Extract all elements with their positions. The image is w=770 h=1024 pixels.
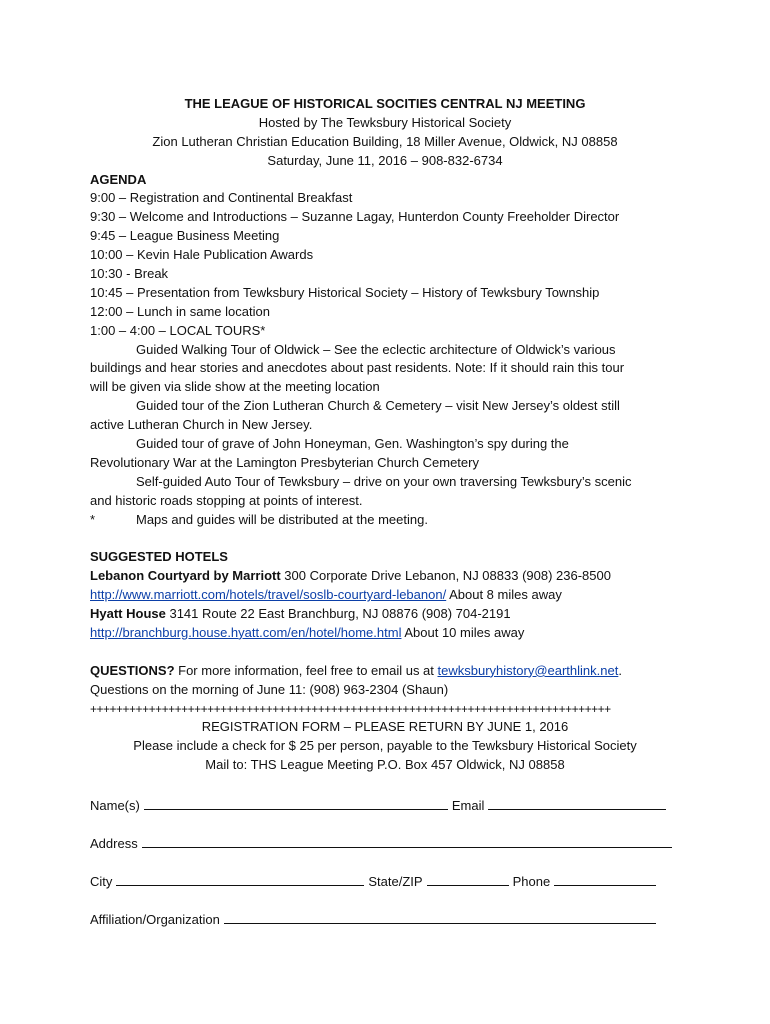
affiliation-row: [90, 889, 680, 927]
names-email-row: [90, 775, 680, 813]
registration-mail: Mail to: THS League Meeting P.O. Box 457 Oldwick, NJ 08858: [205, 757, 565, 773]
city-row: [90, 851, 680, 889]
questions-phone: Questions on the morning of June 11: (908) 963-2304 (Shaun): [90, 681, 449, 697]
affiliation-field[interactable]: [224, 908, 656, 924]
hotel-2: [90, 605, 680, 624]
email-label: Email: [451, 798, 485, 814]
agenda-item: 10:30 - Break: [90, 266, 169, 282]
address-row: [90, 813, 680, 851]
hotel-1-address: 300 Corporate Drive Lebanon, NJ 08833 (908) 236-8500: [280, 568, 611, 584]
hotels-heading: SUGGESTED HOTELS: [90, 549, 228, 565]
hotel-1: [90, 567, 680, 586]
hotel-1-distance: About 8 miles away: [446, 587, 562, 603]
phone-field[interactable]: [554, 870, 656, 886]
agenda-item: 9:45 – League Business Meeting: [90, 228, 280, 244]
agenda-item: 10:00 – Kevin Hale Publication Awards: [90, 247, 314, 263]
agenda-item: 9:30 – Welcome and Introductions – Suzanne Lagay, Hunterdon County Freeholder Director: [90, 209, 620, 225]
names-field[interactable]: [144, 794, 448, 810]
event-date: Saturday, June 11, 2016 – 908-832-6734: [267, 152, 503, 168]
tour-grave: Guided tour of grave of John Honeyman, Gen. Washington’s spy during the: [136, 436, 569, 452]
agenda-item: 10:45 – Presentation from Tewksbury Historical Society – History of Tewksbury Township: [90, 284, 600, 300]
email-link[interactable]: tewksburyhistory@earthlink.net: [437, 662, 619, 678]
venue: Zion Lutheran Christian Education Building, 18 Miller Avenue, Oldwick, NJ 08858: [152, 133, 618, 149]
hotel-1-link[interactable]: http://www.marriott.com/hotels/travel/soslb-courtyard-lebanon/: [90, 587, 447, 603]
footnote-mark: *: [90, 511, 96, 527]
questions-period: .: [618, 662, 622, 678]
address-field[interactable]: [142, 832, 672, 848]
city-field[interactable]: [116, 870, 364, 886]
tour-walking-cont: buildings and hear stories and anecdotes about past residents. Note: If it should rain this tour: [90, 360, 625, 376]
hotel-2-name: Hyatt House: [90, 606, 166, 622]
registration-title: REGISTRATION FORM – PLEASE RETURN BY JUNE 1, 2016: [201, 719, 569, 735]
hotel-2-address: 3141 Route 22 East Branchburg, NJ 08876 (908) 704-2191: [165, 606, 511, 622]
agenda-item: 1:00 – 4:00 – LOCAL TOURS*: [90, 322, 266, 338]
registration-check: Please include a check for $ 25 per person, payable to the Tewksbury Historical Society: [133, 738, 637, 754]
tour-walking: Guided Walking Tour of Oldwick – See the eclectic architecture of Oldwick’s various: [136, 341, 616, 357]
state-zip-field[interactable]: [427, 870, 509, 886]
hotel-1-name: Lebanon Courtyard by Marriott: [90, 568, 281, 584]
footnote: [90, 511, 680, 530]
affiliation-label: Affiliation/Organization: [90, 912, 220, 928]
tour-walking-cont: will be given via slide show at the meeting location: [90, 379, 380, 395]
tour-grave-cont: Revolutionary War at the Lamington Presbyterian Church Cemetery: [90, 454, 479, 470]
city-label: City: [90, 874, 113, 890]
tour-auto: Self-guided Auto Tour of Tewksbury – drive on your own traversing Tewksbury’s scenic: [136, 473, 632, 489]
footnote-text: Maps and guides will be distributed at the meeting.: [136, 511, 428, 527]
questions-line: [90, 662, 680, 681]
agenda-heading: AGENDA: [90, 171, 147, 187]
tour-church: Guided tour of the Zion Lutheran Church & Cemetery – visit New Jersey’s oldest still: [136, 398, 620, 414]
document-page: [90, 95, 680, 927]
page-title: THE LEAGUE OF HISTORICAL SOCITIES CENTRAL NJ MEETING: [184, 96, 586, 111]
email-field[interactable]: [488, 794, 666, 810]
questions-text: For more information, feel free to email us at: [174, 662, 438, 678]
hotel-2-distance: About 10 miles away: [401, 624, 525, 640]
state-zip-label: State/ZIP: [368, 874, 423, 890]
address-label: Address: [90, 836, 138, 852]
tour-church-cont: active Lutheran Church in New Jersey.: [90, 417, 313, 433]
phone-label: Phone: [512, 874, 551, 890]
tour-auto-cont: and historic roads stopping at points of interest.: [90, 492, 363, 508]
questions-label: QUESTIONS?: [90, 662, 175, 678]
hotel-2-link[interactable]: http://branchburg.house.hyatt.com/en/hotel/home.html: [90, 624, 402, 640]
agenda-item: 12:00 – Lunch in same location: [90, 303, 270, 319]
names-label: Name(s): [90, 798, 140, 814]
hosted-by: Hosted by The Tewksbury Historical Society: [258, 114, 512, 130]
divider: ++++++++++++++++++++++++++++++++++++++++++++++++++++++++++++++++++++++++++++++++: [90, 701, 611, 716]
agenda-item: 9:00 – Registration and Continental Breakfast: [90, 190, 353, 206]
hotel-2-link-line: [90, 624, 680, 643]
hotel-1-link-line: [90, 586, 680, 605]
